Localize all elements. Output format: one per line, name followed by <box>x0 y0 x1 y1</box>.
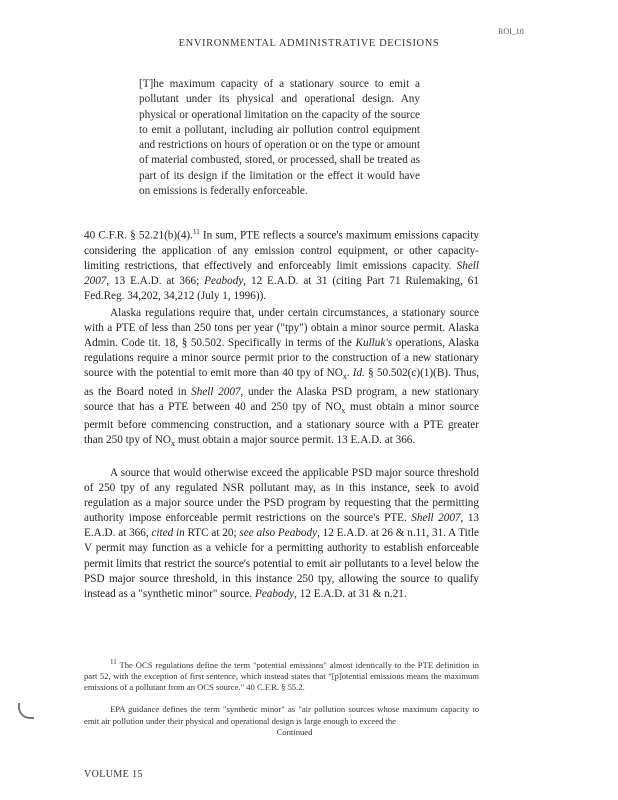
paragraph-text: , 12 E.A.D. at 31 (citing Part 71 Rulemaking, 61 Fed.Reg. 34,202, 34,212 (July 1, 1996)). <box>84 275 479 303</box>
volume-label: VOLUME 15 <box>84 769 143 780</box>
citation-signal: cited in <box>151 527 185 540</box>
paragraph-text: , under the Alaska PSD program, a new stationary source that has a PTE between 40 and 250 tpy of NO <box>84 385 480 413</box>
subscript: x <box>171 439 176 449</box>
paragraph-text: must obtain a major source permit. 13 E.A.D. at 366. <box>175 434 416 447</box>
paragraph-text: , 13 E.A.D. at 366; <box>106 275 205 288</box>
continued-label: Continued <box>276 726 313 737</box>
paragraph-synthetic-minor <box>84 466 479 602</box>
paragraph-text: Alaska regulations require that, under certain circumstances, a stationary source with a PTE of less than 250 tons per year ("tpy") obtain a minor source permit. Alaska Admin. Code tit. 18, § 50.502. Specifically in terms of the <box>84 307 479 350</box>
case-name: Peabody <box>255 587 295 600</box>
paragraph-text: operations, Alaska regulations require a minor source permit prior to the construction of a new stationary source with the potential to emit more than 40 tpy of NO <box>84 337 479 380</box>
paragraph-alaska-regulations <box>84 306 479 452</box>
paragraph-text: , 12 E.A.D. at 31 & n.21. <box>294 587 407 600</box>
footnote-continued <box>84 704 479 738</box>
paragraph-text: , 13 E.A.D. at 366, <box>84 512 480 540</box>
citation-signal: see also Peabody <box>239 527 318 540</box>
footnote-marker: 11 <box>110 658 117 666</box>
subscript: x <box>342 372 347 382</box>
footnote-11 <box>84 657 479 693</box>
paragraph-text: A source that would otherwise exceed the applicable PSD major source threshold of 250 tpy of any regulated NSR pollutant may, as in this instance, seek to avoid regulation as a major source under the PSD program by requesting that the permitting authority impose enforceable permit restrictions on the source's PTE. <box>84 467 479 525</box>
paragraph-text: , 12 E.A.D. at 26 & n.11, 31. A Title V permit may function as a vehicle for a permitting authority to establish enforceable permit limits that restrict the source's potential to emit air pollutants to a level below the PSD major source threshold, in this instance 250 tpy, allowing the source to qualify instead as a "synthetic minor" source. <box>84 527 479 600</box>
citation-signal: Id. <box>352 367 365 380</box>
cfr-citation: 40 C.F.R. § 52.21(b)(4). <box>84 229 193 242</box>
paragraph-text: must obtain a minor source permit before commencing construction, and a stationary source with a PTE greater than 250 tpy of NO <box>84 400 479 447</box>
paragraph-text: In sum, PTE reflects a source's maximum emissions capacity considering the application of any emission control equipment, or other capacity-limiting restrictions, that effectively and enforceably limit emissions capacity. <box>84 229 479 272</box>
footnote-marker: 11 <box>192 228 200 236</box>
vessel-name: Kulluk's <box>355 337 393 350</box>
footnote-text: EPA guidance defines the term "synthetic minor" as "air pollution sources whose maximum capacity to emit air pollution under their physical and operational design is large enough to exceed the <box>84 704 479 726</box>
case-name: Shell 2007 <box>84 259 479 288</box>
scan-artifact-mark <box>18 703 34 719</box>
block-quote: [T]he maximum capacity of a stationary source to emit a pollutant under its physical and operational design. Any physical or operational limitation on the capacity of the source to emit a pollutant, including air pollution control equipment and restrictions on hours of operation or on the type or amount of material combusted, stored, or processed, shall be treated as part of its design if the limitation or the effect it would have on emissions is federally enforceable. <box>139 78 420 198</box>
case-name: Shell 2007 <box>411 512 461 525</box>
subscript: x <box>341 406 346 416</box>
paragraph-text: . <box>346 367 353 380</box>
paragraph-pte-summary <box>84 225 479 304</box>
running-head: ENVIRONMENTAL ADMINISTRATIVE DECISIONS <box>178 38 440 49</box>
paragraph-text: § 50.502(c)(1)(B). Thus, as the Board noted in <box>84 367 479 398</box>
page-number: ROI_10 <box>498 27 524 36</box>
case-name: Peabody <box>204 275 244 288</box>
paragraph-text: RTC at 20; <box>184 527 240 540</box>
footnote-text: The OCS regulations define the term "potential emissions" almost identically to the PTE definition in part 52, with the exception of first sentence, which instead states that "[p]otential emissions means the maximum emissions of a pollutant from an OCS source." 40 C.F.R. § 55.2. <box>84 659 479 693</box>
case-name: Shell 2007 <box>191 385 241 398</box>
footnotes <box>84 657 479 738</box>
